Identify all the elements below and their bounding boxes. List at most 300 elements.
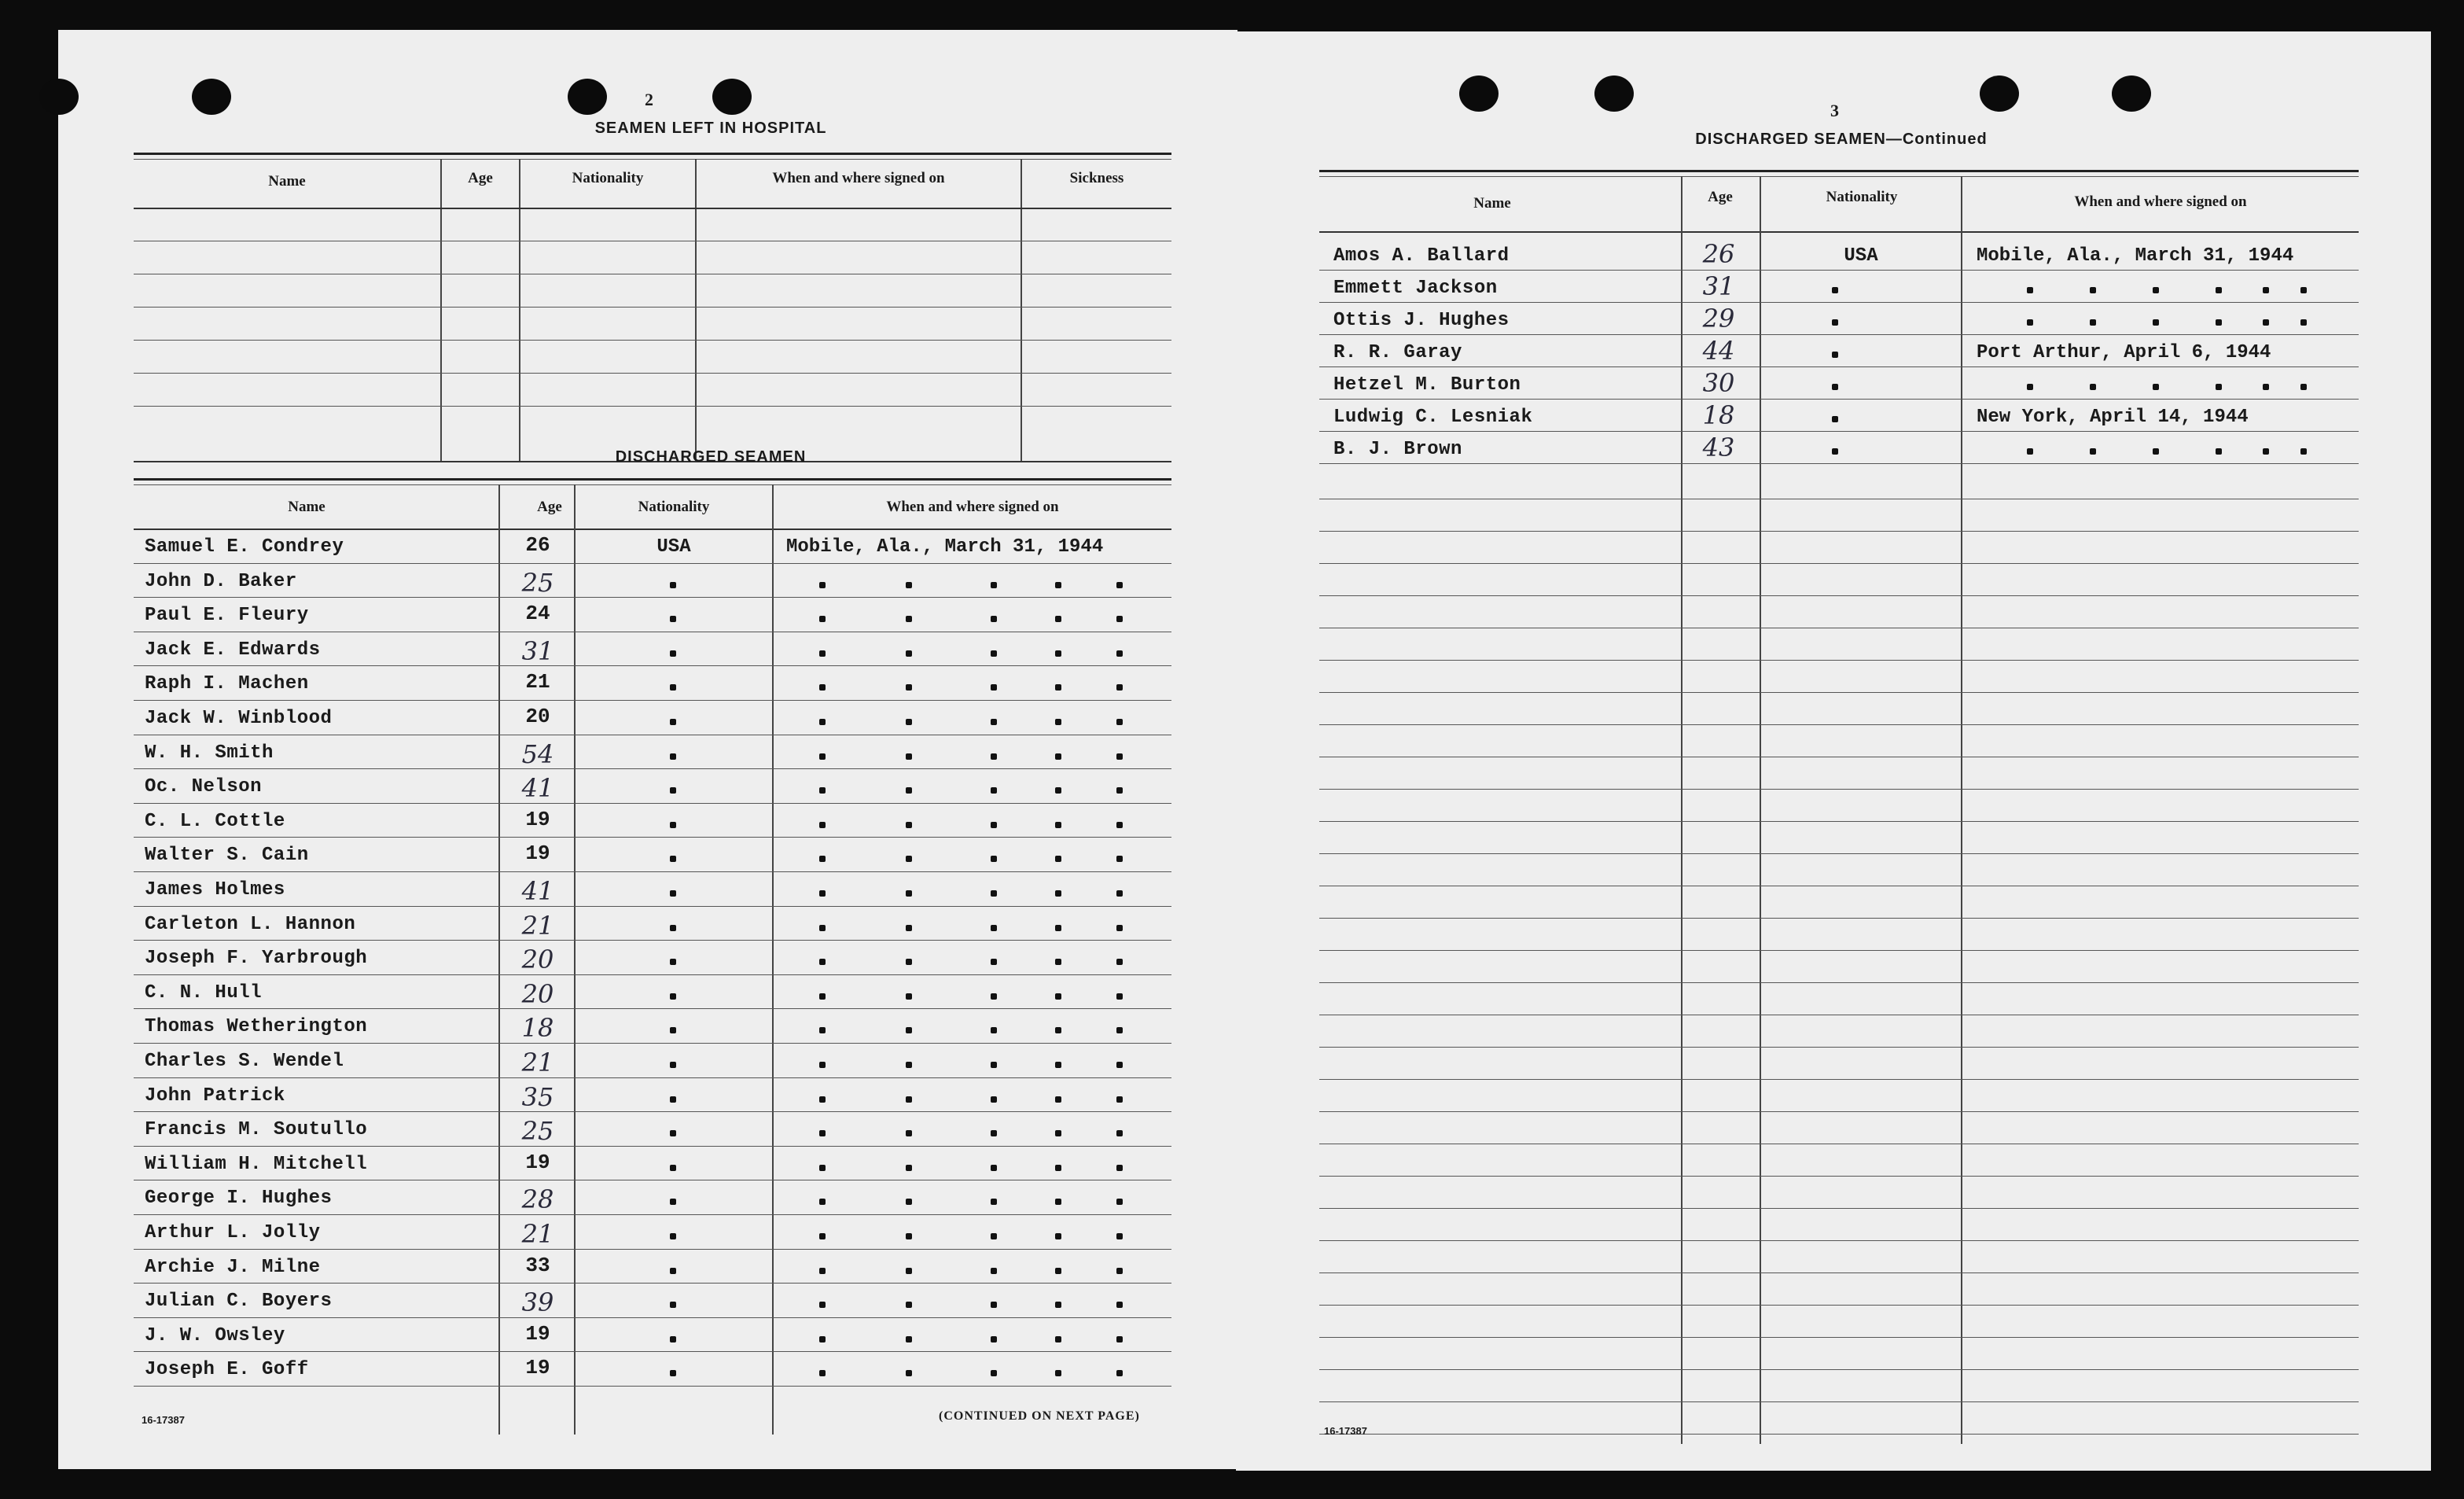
ditto-mark (670, 1199, 676, 1205)
ditto-mark (819, 890, 826, 897)
ditto-mark (670, 582, 676, 588)
hospital-col-nationality: Nationality (572, 170, 644, 186)
seaman-signed-on: Port Arthur, April 6, 1944 (1977, 342, 2271, 363)
ditto-mark (1116, 1130, 1123, 1136)
row-rule (1319, 1079, 2359, 1080)
ditto-mark (1832, 319, 1838, 326)
seaman-age: 19 (525, 842, 550, 865)
seaman-age: 41 (521, 876, 554, 906)
right-form-page (1236, 31, 2431, 1471)
seaman-name: W. H. Smith (145, 742, 274, 764)
row-rule (134, 837, 1171, 838)
rule (134, 406, 1171, 407)
ditto-mark (819, 1199, 826, 1205)
seaman-name: B. J. Brown (1333, 439, 1462, 460)
seaman-age: 25 (521, 1116, 554, 1146)
seaman-name: Emmett Jackson (1333, 278, 1498, 299)
ditto-mark (670, 1302, 676, 1308)
rule (134, 208, 1171, 209)
row-rule (134, 563, 1171, 564)
seaman-age: 41 (521, 773, 554, 803)
ditto-mark (2263, 287, 2269, 293)
ditto-mark (2300, 287, 2307, 293)
ditto-mark (991, 959, 997, 965)
punch-hole (1594, 76, 1634, 112)
ditto-mark (819, 1233, 826, 1239)
row-rule (134, 1043, 1171, 1044)
seaman-age: 20 (521, 979, 554, 1009)
ditto-mark (906, 719, 912, 725)
ditto-mark (2027, 448, 2033, 455)
hospital-col-name: Name (268, 173, 306, 190)
form-number: 16-17387 (1324, 1425, 1367, 1437)
row-rule (1319, 1047, 2359, 1048)
seaman-signed-on: New York, April 14, 1944 (1977, 407, 2249, 428)
ditto-mark (1055, 1268, 1061, 1274)
page-number: 2 (645, 90, 653, 109)
ditto-mark (991, 1165, 997, 1171)
ditto-mark (991, 890, 997, 897)
seaman-name: Paul E. Fleury (145, 605, 309, 626)
ditto-mark (2153, 287, 2159, 293)
col-divider (695, 159, 697, 461)
ditto-mark (670, 1130, 676, 1136)
ditto-mark (819, 582, 826, 588)
row-rule (134, 1283, 1171, 1284)
continued-note: (CONTINUED ON NEXT PAGE) (939, 1409, 1140, 1423)
hospital-section-title: SEAMEN LEFT IN HOSPITAL (594, 120, 827, 137)
seaman-name: Oc. Nelson (145, 776, 263, 797)
ditto-mark (1116, 925, 1123, 931)
seaman-name: Jack W. Winblood (145, 708, 333, 729)
seaman-name: Amos A. Ballard (1333, 245, 1510, 267)
ditto-mark (906, 1165, 912, 1171)
ditto-mark (1055, 822, 1061, 828)
ditto-mark (819, 1268, 826, 1274)
punch-hole (39, 79, 79, 115)
seaman-age: 26 (1702, 239, 1735, 269)
ditto-mark (2090, 287, 2096, 293)
row-rule (1319, 463, 2359, 464)
ditto-mark (670, 753, 676, 760)
row-rule (134, 1077, 1171, 1078)
seaman-nationality: USA (1844, 245, 1878, 267)
seaman-name: Jack E. Edwards (145, 639, 321, 661)
seaman-age: 29 (1702, 304, 1735, 333)
seaman-age: 21 (521, 1048, 554, 1077)
ditto-mark (991, 684, 997, 691)
ditto-mark (2216, 287, 2222, 293)
seaman-age: 31 (521, 636, 554, 666)
row-rule (134, 871, 1171, 872)
ditto-mark (1055, 1199, 1061, 1205)
row-rule (134, 803, 1171, 804)
ditto-mark (1116, 753, 1123, 760)
ditto-mark (991, 1096, 997, 1103)
row-rule (134, 700, 1171, 701)
seaman-name: John Patrick (145, 1085, 285, 1107)
ditto-mark (670, 1096, 676, 1103)
ditto-mark (2263, 384, 2269, 390)
seaman-age: 19 (525, 1151, 550, 1174)
rule (134, 478, 1171, 481)
discharged-section-title: DISCHARGED SEAMEN (615, 448, 807, 466)
seaman-name: Raph I. Machen (145, 673, 309, 694)
ditto-mark (1055, 719, 1061, 725)
ditto-mark (670, 1336, 676, 1342)
ditto-mark (1116, 856, 1123, 862)
ditto-mark (906, 925, 912, 931)
ditto-mark (991, 650, 997, 657)
seaman-age: 18 (521, 1013, 554, 1043)
seaman-age: 24 (525, 602, 550, 625)
seaman-name: Thomas Wetherington (145, 1016, 368, 1037)
ditto-mark (991, 1130, 997, 1136)
ditto-mark (819, 616, 826, 622)
punch-hole (568, 79, 607, 115)
ditto-mark (991, 1370, 997, 1376)
ditto-mark (906, 684, 912, 691)
ditto-mark (1116, 1199, 1123, 1205)
seaman-age: 21 (521, 1219, 554, 1249)
rule (1319, 231, 2359, 233)
ditto-mark (819, 1062, 826, 1068)
seaman-age: 39 (521, 1287, 554, 1317)
ditto-mark (906, 890, 912, 897)
punch-hole (192, 79, 231, 115)
seaman-age: 33 (525, 1254, 550, 1277)
ditto-mark (991, 822, 997, 828)
seaman-age: 44 (1702, 336, 1735, 366)
ditto-mark (1055, 582, 1061, 588)
row-rule (134, 1351, 1171, 1352)
ditto-mark (1055, 684, 1061, 691)
ditto-mark (906, 856, 912, 862)
ditto-mark (1116, 1165, 1123, 1171)
ditto-mark (819, 1130, 826, 1136)
hospital-col-sickness: Sickness (1069, 170, 1124, 186)
row-rule (1319, 270, 2359, 271)
row-rule (1319, 1305, 2359, 1306)
ditto-mark (1116, 650, 1123, 657)
ditto-mark (2090, 319, 2096, 326)
ditto-mark (670, 787, 676, 794)
ditto-mark (1832, 384, 1838, 390)
row-rule (134, 1214, 1171, 1215)
ditto-mark (670, 890, 676, 897)
row-rule (1319, 302, 2359, 303)
seaman-name: C. L. Cottle (145, 811, 285, 832)
row-rule (1319, 853, 2359, 854)
ditto-mark (670, 1233, 676, 1239)
ditto-mark (670, 1062, 676, 1068)
discharged-col-signed-on: When and where signed on (886, 499, 1059, 515)
seaman-signed-on: Mobile, Ala., March 31, 1944 (786, 536, 1104, 558)
seaman-name: Francis M. Soutullo (145, 1119, 368, 1140)
ditto-mark (670, 856, 676, 862)
ditto-mark (1116, 822, 1123, 828)
ditto-mark (991, 1233, 997, 1239)
ditto-mark (670, 719, 676, 725)
ditto-mark (2300, 448, 2307, 455)
seaman-name: Walter S. Cain (145, 845, 309, 866)
ditto-mark (670, 1165, 676, 1171)
ditto-mark (670, 993, 676, 1000)
ditto-mark (2090, 448, 2096, 455)
ditto-mark (1055, 925, 1061, 931)
row-rule (1319, 789, 2359, 790)
ditto-mark (2263, 319, 2269, 326)
ditto-mark (1832, 352, 1838, 358)
ditto-mark (670, 925, 676, 931)
seaman-name: James Holmes (145, 879, 285, 901)
ditto-mark (670, 959, 676, 965)
row-rule (134, 906, 1171, 907)
row-rule (134, 1249, 1171, 1250)
row-rule (1319, 1401, 2359, 1402)
row-rule (134, 940, 1171, 941)
row-rule (134, 1146, 1171, 1147)
hospital-col-signed-on: When and where signed on (772, 170, 945, 186)
ditto-mark (1116, 1096, 1123, 1103)
seaman-age: 18 (1702, 400, 1735, 430)
ditto-mark (991, 1062, 997, 1068)
ditto-mark (991, 1199, 997, 1205)
ditto-mark (1116, 616, 1123, 622)
rule (134, 307, 1171, 308)
ditto-mark (1055, 993, 1061, 1000)
row-rule (1319, 1208, 2359, 1209)
row-rule (134, 1111, 1171, 1112)
ditto-mark (906, 787, 912, 794)
ditto-mark (2300, 319, 2307, 326)
seaman-name: Julian C. Boyers (145, 1291, 333, 1312)
ditto-mark (2153, 448, 2159, 455)
hospital-col-age: Age (468, 170, 493, 186)
row-rule (134, 1386, 1171, 1387)
ditto-mark (906, 1233, 912, 1239)
seaman-name: George I. Hughes (145, 1188, 333, 1209)
row-rule (134, 665, 1171, 666)
ditto-mark (819, 856, 826, 862)
ditto-mark (670, 1370, 676, 1376)
ditto-mark (819, 1027, 826, 1033)
ditto-mark (2300, 384, 2307, 390)
rule (1319, 176, 2359, 177)
row-rule (134, 1008, 1171, 1009)
ditto-mark (906, 650, 912, 657)
seaman-age: 43 (1702, 433, 1735, 462)
discharged-col-age: Age (537, 499, 562, 515)
row-rule (1319, 1176, 2359, 1177)
ditto-mark (991, 1027, 997, 1033)
ditto-mark (1116, 993, 1123, 1000)
seaman-name: Joseph F. Yarbrough (145, 948, 368, 969)
ditto-mark (2216, 384, 2222, 390)
ditto-mark (906, 582, 912, 588)
ditto-mark (1116, 1233, 1123, 1239)
seaman-name: Arthur L. Jolly (145, 1222, 321, 1243)
ditto-mark (991, 856, 997, 862)
ditto-mark (819, 753, 826, 760)
ditto-mark (991, 719, 997, 725)
col-nationality: Nationality (1826, 189, 1898, 205)
seaman-name: John D. Baker (145, 571, 297, 592)
ditto-mark (906, 616, 912, 622)
row-rule (1319, 1111, 2359, 1112)
seaman-name: Samuel E. Condrey (145, 536, 344, 558)
row-rule (134, 1317, 1171, 1318)
ditto-mark (1055, 1096, 1061, 1103)
row-rule (1319, 1369, 2359, 1370)
col-divider (519, 159, 520, 461)
seaman-name: Charles S. Wendel (145, 1051, 344, 1072)
ditto-mark (991, 1336, 997, 1342)
ditto-mark (819, 1336, 826, 1342)
ditto-mark (991, 925, 997, 931)
row-rule (1319, 982, 2359, 983)
seaman-age: 20 (521, 945, 554, 974)
ditto-mark (1055, 959, 1061, 965)
ditto-mark (1116, 787, 1123, 794)
ditto-mark (906, 959, 912, 965)
rule (134, 159, 1171, 160)
ditto-mark (1055, 616, 1061, 622)
page-number: 3 (1830, 101, 1839, 120)
ditto-mark (906, 1370, 912, 1376)
ditto-mark (1055, 1027, 1061, 1033)
ditto-mark (906, 1096, 912, 1103)
ditto-mark (906, 1336, 912, 1342)
ditto-mark (1116, 1336, 1123, 1342)
seaman-name: R. R. Garay (1333, 342, 1462, 363)
ditto-mark (991, 1302, 997, 1308)
left-form-page (58, 30, 1238, 1469)
ditto-mark (670, 1268, 676, 1274)
discharged-continued-title: DISCHARGED SEAMEN—Continued (1695, 131, 1988, 148)
seaman-age: 26 (525, 533, 550, 557)
row-rule (1319, 1272, 2359, 1273)
seaman-age: 19 (525, 808, 550, 831)
col-divider (1021, 159, 1022, 461)
seaman-name: Hetzel M. Burton (1333, 374, 1521, 396)
ditto-mark (1116, 684, 1123, 691)
ditto-mark (1116, 719, 1123, 725)
ditto-mark (991, 582, 997, 588)
ditto-mark (2153, 384, 2159, 390)
ditto-mark (1116, 959, 1123, 965)
ditto-mark (1055, 787, 1061, 794)
row-rule (1319, 692, 2359, 693)
seaman-name: Ottis J. Hughes (1333, 310, 1510, 331)
rule (134, 340, 1171, 341)
ditto-mark (1832, 416, 1838, 422)
row-rule (1319, 1434, 2359, 1435)
ditto-mark (819, 1370, 826, 1376)
row-rule (134, 768, 1171, 769)
row-rule (1319, 1240, 2359, 1241)
punch-hole (1980, 76, 2019, 112)
ditto-mark (906, 822, 912, 828)
ditto-mark (1055, 1130, 1061, 1136)
ditto-mark (819, 1302, 826, 1308)
seaman-name: Joseph E. Goff (145, 1359, 309, 1380)
ditto-mark (1055, 890, 1061, 897)
seaman-age: 19 (525, 1322, 550, 1346)
rule (134, 484, 1171, 485)
col-signed-on: When and where signed on (2074, 193, 2247, 210)
ditto-mark (906, 753, 912, 760)
seaman-age: 28 (521, 1184, 554, 1214)
ditto-mark (2153, 319, 2159, 326)
ditto-mark (819, 993, 826, 1000)
punch-hole (2112, 76, 2151, 112)
ditto-mark (991, 1268, 997, 1274)
col-divider (772, 484, 774, 1435)
ditto-mark (1055, 1233, 1061, 1239)
col-name: Name (1473, 195, 1511, 212)
ditto-mark (670, 684, 676, 691)
row-rule (1319, 660, 2359, 661)
ditto-mark (819, 787, 826, 794)
seaman-name: J. W. Owsley (145, 1325, 285, 1346)
seaman-age: 19 (525, 1356, 550, 1379)
row-rule (1319, 724, 2359, 725)
ditto-mark (670, 822, 676, 828)
ditto-mark (819, 1165, 826, 1171)
ditto-mark (819, 1096, 826, 1103)
row-rule (1319, 399, 2359, 400)
rule (134, 529, 1171, 530)
seaman-nationality: USA (656, 536, 691, 558)
col-age: Age (1708, 189, 1733, 205)
rule (1319, 170, 2359, 172)
rule (134, 373, 1171, 374)
ditto-mark (2216, 319, 2222, 326)
ditto-mark (1055, 1165, 1061, 1171)
ditto-mark (819, 719, 826, 725)
ditto-mark (2027, 319, 2033, 326)
ditto-mark (1116, 890, 1123, 897)
ditto-mark (1055, 1062, 1061, 1068)
ditto-mark (1055, 753, 1061, 760)
seaman-age: 21 (525, 670, 550, 694)
row-rule (1319, 595, 2359, 596)
seaman-age: 30 (1702, 368, 1735, 398)
ditto-mark (1116, 1268, 1123, 1274)
row-rule (134, 597, 1171, 598)
discharged-col-name: Name (288, 499, 325, 515)
ditto-mark (819, 959, 826, 965)
row-rule (1319, 563, 2359, 564)
ditto-mark (906, 1302, 912, 1308)
ditto-mark (670, 616, 676, 622)
row-rule (1319, 366, 2359, 367)
ditto-mark (991, 753, 997, 760)
row-rule (1319, 334, 2359, 335)
seaman-age: 35 (521, 1082, 554, 1112)
ditto-mark (819, 684, 826, 691)
ditto-mark (1116, 1062, 1123, 1068)
ditto-mark (906, 1199, 912, 1205)
ditto-mark (906, 1027, 912, 1033)
row-rule (134, 974, 1171, 975)
seaman-age: 20 (525, 705, 550, 728)
col-divider (574, 484, 576, 1435)
row-rule (1319, 531, 2359, 532)
form-number: 16-17387 (142, 1414, 185, 1426)
ditto-mark (991, 993, 997, 1000)
